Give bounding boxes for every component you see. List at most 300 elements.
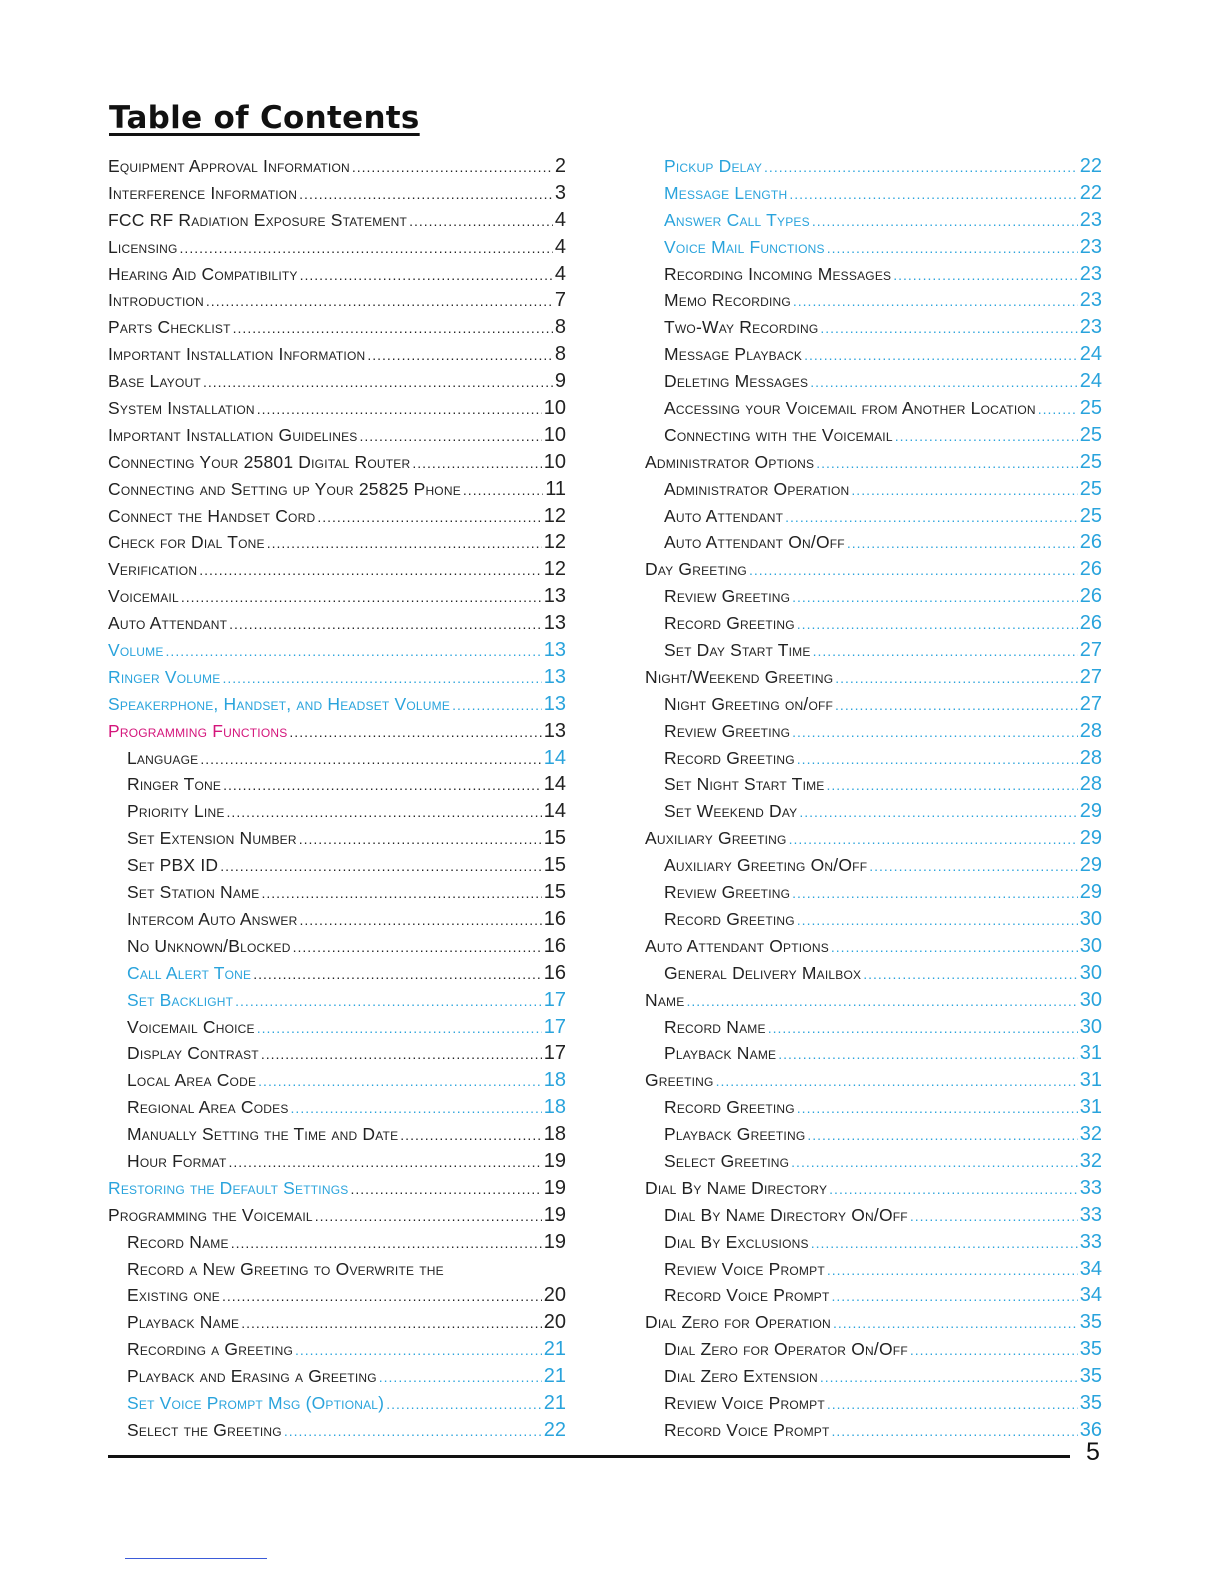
toc-entry-page: 11 — [545, 477, 566, 500]
leader-dots — [1038, 396, 1078, 423]
toc-entry-label: Memo Recording — [664, 290, 791, 311]
toc-entry[interactable] — [645, 852, 1102, 879]
toc-entry-page: 23 — [1079, 235, 1102, 258]
toc-entry[interactable] — [108, 852, 566, 879]
toc-entry[interactable] — [108, 798, 566, 825]
leader-dots — [315, 1203, 542, 1230]
toc-entry[interactable] — [108, 987, 566, 1014]
toc-entry[interactable] — [108, 1094, 566, 1121]
leader-dots — [258, 1068, 542, 1095]
toc-entry[interactable] — [108, 1014, 566, 1041]
leader-dots — [291, 1095, 542, 1122]
toc-entry-page: 13 — [543, 692, 566, 715]
leader-dots — [816, 450, 1078, 477]
toc-entry-page: 14 — [543, 773, 566, 796]
toc-entry[interactable] — [645, 798, 1102, 825]
toc-entry-page: 25 — [1079, 397, 1102, 420]
toc-entry[interactable] — [645, 879, 1102, 906]
toc-entry-page: 21 — [543, 1365, 566, 1388]
toc-entry-label: Record Greeting — [664, 613, 795, 634]
leader-dots — [797, 1095, 1078, 1122]
leader-dots — [359, 423, 541, 450]
leader-dots — [299, 907, 541, 934]
toc-entry-page: 4 — [554, 208, 566, 231]
toc-entry[interactable] — [645, 287, 1102, 314]
toc-entry[interactable] — [108, 1336, 566, 1363]
toc-entry[interactable] — [108, 718, 566, 745]
leader-dots — [386, 1391, 542, 1418]
toc-entry-page: 24 — [1079, 370, 1102, 393]
toc-entry[interactable] — [108, 261, 566, 288]
toc-entry[interactable] — [108, 637, 566, 664]
toc-entry[interactable] — [108, 1309, 566, 1336]
toc-entry-label: Record Voice Prompt — [664, 1419, 830, 1440]
toc-entry[interactable] — [645, 1202, 1102, 1229]
toc-entry[interactable] — [645, 745, 1102, 772]
toc-entry[interactable] — [108, 825, 566, 852]
leader-dots — [895, 423, 1078, 450]
toc-entry-label: Hearing Aid Compatibility — [108, 263, 298, 284]
toc-entry-label: Set PBX ID — [127, 855, 219, 876]
toc-entry[interactable] — [645, 368, 1102, 395]
toc-entry-label: Ringer Tone — [127, 774, 222, 795]
leader-dots — [227, 799, 542, 826]
toc-entry-label: Record Voice Prompt — [664, 1285, 830, 1306]
toc-entry-page: 14 — [543, 746, 566, 769]
leader-dots — [222, 665, 541, 692]
toc-entry-label: Ringer Volume — [108, 666, 221, 687]
toc-entry-page: 25 — [1079, 450, 1102, 473]
toc-entry[interactable] — [108, 1229, 566, 1256]
toc-entry-label: Record Greeting — [664, 908, 795, 929]
leader-dots — [792, 584, 1078, 611]
toc-entry[interactable] — [108, 1121, 566, 1148]
leader-dots — [352, 154, 553, 181]
toc-entry-page: 29 — [1079, 800, 1102, 823]
leader-dots — [832, 1418, 1078, 1445]
toc-entry[interactable] — [645, 987, 1102, 1014]
leader-dots — [257, 1015, 542, 1042]
toc-entry-page: 35 — [1079, 1365, 1102, 1388]
leader-dots — [807, 1122, 1077, 1149]
toc-entry-page: 17 — [543, 1042, 566, 1065]
toc-entry-label: Administrator Operation — [664, 478, 850, 499]
toc-entry-page: 28 — [1079, 773, 1102, 796]
toc-entry-page: 15 — [543, 881, 566, 904]
toc-entry-label: Night Greeting on/off — [664, 693, 834, 714]
toc-entry[interactable] — [645, 933, 1102, 960]
toc-entry-page: 17 — [543, 988, 566, 1011]
toc-entry[interactable] — [108, 745, 566, 772]
leader-dots — [716, 1068, 1078, 1095]
toc-entry[interactable] — [108, 691, 566, 718]
toc-entry[interactable] — [645, 1390, 1102, 1417]
toc-entry-label: Playback and Erasing a Greeting — [127, 1366, 377, 1387]
toc-entry[interactable] — [645, 691, 1102, 718]
toc-entry[interactable] — [645, 503, 1102, 530]
leader-dots — [804, 342, 1078, 369]
leader-dots — [820, 315, 1077, 342]
toc-entry-label: Set Station Name — [127, 882, 260, 903]
toc-entry[interactable] — [108, 287, 566, 314]
toc-entry[interactable] — [108, 1067, 566, 1094]
leader-dots — [835, 665, 1078, 692]
leader-dots — [261, 1041, 542, 1068]
toc-entry[interactable] — [645, 1040, 1102, 1067]
toc-entry[interactable] — [645, 395, 1102, 422]
toc-entry-label: Voice Mail Functions — [664, 236, 825, 257]
toc-entry-page: 13 — [543, 585, 566, 608]
toc-entry-label: Playback Greeting — [664, 1124, 806, 1145]
toc-entry-label: Set Backlight — [127, 989, 234, 1010]
toc-entry-page: 21 — [543, 1338, 566, 1361]
toc-entry-page: 14 — [543, 800, 566, 823]
toc-entry[interactable] — [645, 1094, 1102, 1121]
toc-entry[interactable] — [108, 1256, 566, 1283]
toc-entry[interactable] — [108, 314, 566, 341]
toc-entry-label: Important Installation Information — [108, 344, 366, 365]
toc-entry-label: Programming the Voicemail — [108, 1204, 313, 1225]
toc-entry[interactable] — [108, 449, 566, 476]
leader-dots — [910, 1203, 1078, 1230]
toc-entry-page: 16 — [543, 961, 566, 984]
toc-entry[interactable] — [645, 529, 1102, 556]
toc-entry-label: Day Greeting — [645, 559, 747, 580]
toc-entry[interactable] — [108, 1175, 566, 1202]
toc-entry-page: 15 — [543, 827, 566, 850]
toc-entry[interactable] — [108, 422, 566, 449]
leader-dots — [810, 369, 1078, 396]
toc-entry[interactable] — [108, 395, 566, 422]
toc-entry-label: Record Name — [664, 1016, 766, 1037]
toc-entry[interactable] — [645, 1336, 1102, 1363]
toc-entry[interactable] — [108, 476, 566, 503]
toc-entry-label: FCC RF Radiation Exposure Statement — [108, 209, 408, 230]
toc-entry-label: Set Voice Prompt Msg (Optional) — [127, 1392, 385, 1413]
toc-entry[interactable] — [645, 449, 1102, 476]
toc-entry[interactable] — [108, 664, 566, 691]
leader-dots — [778, 1041, 1078, 1068]
leader-dots — [231, 1230, 542, 1257]
toc-entry[interactable] — [108, 1202, 566, 1229]
toc-entry[interactable] — [108, 180, 566, 207]
leader-dots — [833, 1310, 1078, 1337]
toc-entry-label: Auto Attendant Options — [645, 935, 829, 956]
leader-dots — [400, 1122, 541, 1149]
toc-entry[interactable] — [645, 556, 1102, 583]
toc-entry-label: Auto Attendant — [108, 613, 228, 634]
toc-entry-page: 35 — [1079, 1311, 1102, 1334]
leader-dots — [200, 746, 541, 773]
toc-entry[interactable] — [645, 960, 1102, 987]
leader-dots — [863, 961, 1078, 988]
toc-entry-page: 30 — [1079, 907, 1102, 930]
page-title: Table of Contents — [109, 100, 420, 136]
leader-dots — [789, 826, 1078, 853]
toc-entry-page: 21 — [543, 1391, 566, 1414]
toc-entry[interactable] — [645, 583, 1102, 610]
toc-entry[interactable] — [108, 1363, 566, 1390]
toc-entry-page: 18 — [543, 1096, 566, 1119]
toc-entry[interactable] — [108, 556, 566, 583]
leader-dots — [785, 504, 1078, 531]
toc-entry[interactable] — [645, 1363, 1102, 1390]
toc-entry-label: Parts Checklist — [108, 317, 231, 338]
toc-entry[interactable] — [108, 771, 566, 798]
toc-entry[interactable] — [645, 1175, 1102, 1202]
toc-entry-label: Greeting — [645, 1070, 714, 1091]
toc-entry[interactable] — [108, 503, 566, 530]
toc-entry[interactable] — [108, 207, 566, 234]
toc-entry-page: 13 — [543, 665, 566, 688]
toc-entry[interactable] — [645, 1067, 1102, 1094]
toc-entry-label: Recording a Greeting — [127, 1339, 293, 1360]
toc-entry-page: 4 — [554, 235, 566, 258]
toc-entry-label: Auto Attendant — [664, 505, 784, 526]
toc-entry-label: Equipment Approval Information — [108, 156, 350, 176]
leader-dots — [180, 235, 553, 262]
toc-entry-page: 22 — [1079, 155, 1102, 177]
toc-entry-label: Manually Setting the Time and Date — [127, 1124, 399, 1145]
leader-dots — [293, 934, 542, 961]
toc-entry[interactable] — [108, 610, 566, 637]
toc-entry[interactable] — [645, 610, 1102, 637]
toc-entry[interactable] — [645, 314, 1102, 341]
leader-dots — [792, 880, 1078, 907]
toc-entry-page: 23 — [1079, 262, 1102, 285]
toc-entry[interactable] — [645, 153, 1102, 180]
leader-dots — [827, 1257, 1078, 1284]
toc-entry-page: 26 — [1079, 531, 1102, 554]
toc-entry-label: Language — [127, 747, 199, 768]
toc-entry[interactable] — [108, 906, 566, 933]
leader-dots — [261, 880, 541, 907]
toc-entry-label: Intercom Auto Answer — [127, 908, 298, 929]
toc-entry[interactable] — [645, 771, 1102, 798]
toc-entry-label: Connecting with the Voicemail — [664, 424, 893, 445]
toc-entry-label: Deleting Messages — [664, 371, 809, 392]
toc-entry-label: No Unknown/Blocked — [127, 935, 291, 956]
leader-dots — [827, 235, 1078, 262]
toc-entry-label: Programming Functions — [108, 720, 288, 741]
toc-entry-page: 35 — [1079, 1391, 1102, 1414]
toc-right-column — [645, 153, 1102, 1444]
toc-entry-label: Connecting Your 25801 Digital Router — [108, 451, 411, 472]
toc-entry-page: 29 — [1079, 854, 1102, 877]
leader-dots — [768, 1015, 1078, 1042]
toc-entry-page: 19 — [543, 1176, 566, 1199]
toc-entry-label: Auto Attendant On/Off — [664, 532, 845, 553]
toc-entry[interactable] — [645, 664, 1102, 691]
toc-entry-page: 36 — [1079, 1418, 1102, 1441]
toc-entry-label: Verification — [108, 559, 198, 580]
leader-dots — [835, 692, 1078, 719]
toc-entry-label: Licensing — [108, 236, 178, 257]
toc-entry-page: 20 — [543, 1284, 566, 1307]
toc-entry[interactable] — [645, 825, 1102, 852]
toc-entry-label: Regional Area Codes — [127, 1097, 289, 1118]
toc-entry-label: Record a New Greeting to Overwrite the — [127, 1258, 444, 1279]
leader-dots — [799, 799, 1077, 826]
toc-entry[interactable] — [645, 1121, 1102, 1148]
toc-entry-label: Restoring the Default Settings — [108, 1177, 349, 1198]
toc-entry-label: Check for Dial Tone — [108, 532, 265, 553]
toc-entry-page: 2 — [554, 155, 566, 177]
toc-entry-label: Dial Zero Extension — [664, 1366, 818, 1387]
toc-entry[interactable] — [108, 1148, 566, 1175]
toc-entry-page: 25 — [1079, 504, 1102, 527]
toc-entry-page: 32 — [1079, 1149, 1102, 1172]
leader-dots — [241, 1310, 542, 1337]
leader-dots — [869, 853, 1078, 880]
leader-dots — [412, 450, 541, 477]
leader-dots — [820, 1364, 1078, 1391]
leader-dots — [764, 154, 1078, 181]
leader-dots — [379, 1364, 542, 1391]
toc-entry-page: 12 — [543, 531, 566, 554]
toc-entry[interactable] — [108, 583, 566, 610]
toc-entry[interactable] — [108, 529, 566, 556]
toc-entry-label: Message Length — [664, 182, 788, 203]
leader-dots — [220, 853, 542, 880]
toc-entry-label: Priority Line — [127, 801, 225, 822]
toc-entry-page: 13 — [543, 719, 566, 742]
toc-entry[interactable] — [108, 368, 566, 395]
leader-dots — [223, 772, 542, 799]
toc-entry[interactable] — [645, 1282, 1102, 1309]
toc-entry-page: 23 — [1079, 208, 1102, 231]
toc-entry-label: Record Name — [127, 1231, 229, 1252]
toc-entry-page: 20 — [543, 1311, 566, 1334]
toc-entry-label: Set Night Start Time — [664, 774, 825, 795]
toc-entry[interactable] — [645, 476, 1102, 503]
toc-entry[interactable] — [645, 207, 1102, 234]
toc-entry-label: Review Greeting — [664, 586, 791, 607]
toc-entry-label: Hour Format — [127, 1150, 227, 1171]
toc-entry-page: 13 — [543, 612, 566, 635]
toc-entry[interactable] — [108, 1417, 566, 1444]
toc-entry[interactable] — [645, 906, 1102, 933]
leader-dots — [267, 530, 542, 557]
leader-dots — [253, 961, 541, 988]
toc-entry[interactable] — [108, 960, 566, 987]
toc-entry[interactable] — [108, 153, 566, 180]
toc-entry-page: 16 — [543, 934, 566, 957]
toc-entry-label: Base Layout — [108, 371, 201, 392]
toc-entry-page: 30 — [1079, 988, 1102, 1011]
toc-entry[interactable] — [108, 933, 566, 960]
toc-entry[interactable] — [645, 1229, 1102, 1256]
toc-entry[interactable] — [645, 341, 1102, 368]
toc-entry-label: Local Area Code — [127, 1070, 257, 1091]
toc-entry[interactable] — [108, 1390, 566, 1417]
toc-entry[interactable] — [645, 1417, 1102, 1444]
leader-dots — [367, 342, 553, 369]
toc-entry[interactable] — [645, 422, 1102, 449]
toc-entry-label: Set Day Start Time — [664, 640, 811, 661]
toc-entry[interactable] — [645, 180, 1102, 207]
leader-dots — [289, 719, 541, 746]
toc-entry-page: 26 — [1079, 612, 1102, 635]
leader-dots — [789, 181, 1077, 208]
leader-dots — [206, 288, 553, 315]
leader-dots — [812, 208, 1078, 235]
toc-entry-page: 4 — [554, 262, 566, 285]
toc-entry-page: 33 — [1079, 1203, 1102, 1226]
leader-dots — [350, 1176, 541, 1203]
toc-entry-page: 32 — [1079, 1123, 1102, 1146]
toc-entry[interactable] — [645, 637, 1102, 664]
toc-entry[interactable] — [645, 1014, 1102, 1041]
toc-entry[interactable] — [108, 234, 566, 261]
leader-dots — [300, 262, 553, 289]
leader-dots — [829, 1176, 1078, 1203]
leader-dots — [317, 504, 541, 531]
leader-dots — [229, 1149, 542, 1176]
toc-entry-page: 22 — [543, 1418, 566, 1441]
toc-entry[interactable] — [645, 261, 1102, 288]
toc-entry[interactable] — [108, 879, 566, 906]
toc-entry[interactable] — [645, 1309, 1102, 1336]
toc-entry-label: Playback Name — [127, 1312, 240, 1333]
toc-entry-label: Auxiliary Greeting — [645, 828, 787, 849]
toc-entry-page: 30 — [1079, 1015, 1102, 1038]
toc-entry-page: 30 — [1079, 934, 1102, 957]
toc-entry[interactable] — [645, 718, 1102, 745]
toc-entry-label: Connect the Handset Cord — [108, 505, 316, 526]
leader-dots — [797, 746, 1078, 773]
toc-entry[interactable] — [108, 341, 566, 368]
leader-dots — [793, 288, 1078, 315]
leader-dots — [166, 638, 542, 665]
toc-entry-label: Existing one — [127, 1285, 220, 1306]
toc-entry-label: Dial By Exclusions — [664, 1231, 809, 1252]
leader-dots — [203, 369, 553, 396]
toc-entry[interactable] — [645, 234, 1102, 261]
toc-entry-label: Accessing your Voicemail from Another Location — [664, 398, 1036, 419]
toc-entry-label: Volume — [108, 640, 164, 661]
toc-entry-label: Display Contrast — [127, 1043, 259, 1064]
toc-entry-page: 26 — [1079, 585, 1102, 608]
toc-entry-label: Select the Greeting — [127, 1419, 282, 1440]
toc-entry-page: 34 — [1079, 1257, 1102, 1280]
toc-entry-label: Set Extension Number — [127, 828, 297, 849]
toc-entry-page: 30 — [1079, 961, 1102, 984]
toc-entry-page: 31 — [1079, 1096, 1102, 1119]
toc-entry-page: 23 — [1079, 289, 1102, 312]
toc-entry-label: System Installation — [108, 398, 255, 419]
toc-entry-label: Review Voice Prompt — [664, 1392, 825, 1413]
footer-rule — [108, 1455, 1070, 1458]
toc-entry-label: Record Greeting — [664, 1097, 795, 1118]
toc-entry-page: 16 — [543, 907, 566, 930]
toc-entry[interactable] — [108, 1282, 566, 1309]
toc-entry-label: Administrator Options — [645, 451, 815, 472]
toc-entry[interactable] — [108, 1040, 566, 1067]
toc-entry-page: 17 — [543, 1015, 566, 1038]
toc-entry-page: 33 — [1079, 1176, 1102, 1199]
toc-entry-page: 19 — [543, 1203, 566, 1226]
toc-entry[interactable] — [645, 1148, 1102, 1175]
toc-entry[interactable] — [645, 1256, 1102, 1283]
toc-entry-label: Review Voice Prompt — [664, 1258, 825, 1279]
leader-dots — [222, 1283, 542, 1310]
leader-dots — [792, 719, 1078, 746]
toc-entry-page: 18 — [543, 1123, 566, 1146]
toc-entry-label: Pickup Delay — [664, 156, 763, 176]
leader-dots — [813, 638, 1078, 665]
toc-entry-page: 31 — [1079, 1069, 1102, 1092]
